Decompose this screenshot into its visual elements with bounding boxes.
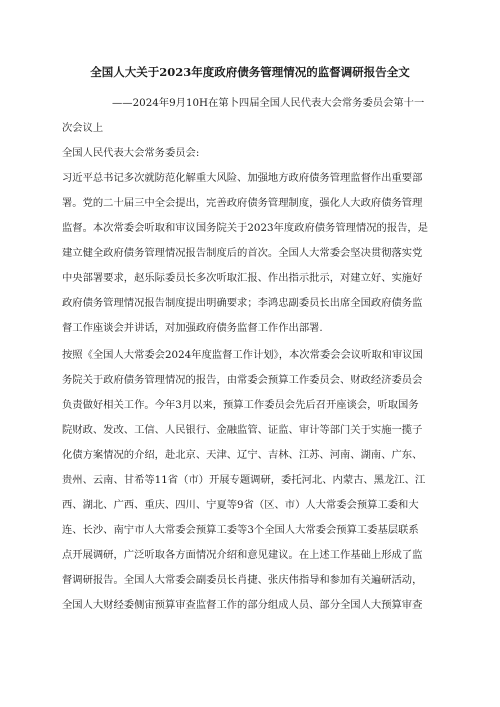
paragraph-line: 负责做好相关工作。今年3月以来，预算工作委员会先后召开座谈会，听取国务 (62, 399, 419, 411)
paragraph-line: 按照《全国人大常委会2024年度监督工作计划》，本次常委会会议听取和审议国 (62, 349, 423, 361)
paragraph-line: 监督。本次常委会听取和审议国务院关于2023年度政府债务管理情况的报告，是 (62, 222, 429, 234)
paragraph-line: 习近平总书记多次就防范化解重大风险、加强地方政府债务管理监督作出重要部 (62, 172, 423, 184)
paragraph-line: 全国人大财经委侧宙预算审查监督工作的部分组成人员、部分全国人大预算审查 (62, 599, 423, 611)
paragraph-line: 督工作座谈会并讲话，对加强政府债务监督工作作出部署. (62, 322, 323, 334)
document-title: 全国人大关于2023年度政府债务管理情况的监督调研报告全文 (90, 65, 410, 79)
paragraph-line: 贵州、云南、甘希等11省（市）开展专题调研，委托河北、内蒙古、黑龙江、江 (62, 474, 426, 486)
paragraph-line: 督调研报告。全国人大常委会副委员长肖捷、张庆伟指导和参加有关遍研活动， (62, 574, 423, 586)
paragraph-line: 建立健全政府债务管理情况报告制度后的首次。全国人大常委会坚决贯彻落实党 (62, 247, 423, 259)
salutation: 全国人民代表大会常务委员会: (62, 147, 200, 159)
paragraph-line: 署。党的二十届三中全会提出，完善政府债务管理制度，强化人大政府债务管理 (62, 197, 423, 209)
paragraph-line: 连、长沙、南宁市人大常委会预算工委等3个全国人大常委会预算工委基层联系 (62, 524, 419, 536)
subtitle-line: 次会议上 (62, 122, 104, 134)
paragraph-line: 中央部署要求，赵乐际委员长多次听取汇报、作出指示批示，对建立好、实施好 (62, 272, 423, 284)
paragraph-line: 西、湖北、广西、重庆、四川、宁夏等9省（区、市）人大常委会预算工委和大 (62, 499, 419, 511)
paragraph-line: 化债方案情况的介绍，赴北京、天津、辽宁、吉林、江苏、河南、湖南、广东、 (62, 449, 423, 461)
paragraph-line: 务院关于政府债务管理情况的报告，由常委会预算工作委员会、财政经济委员会 (62, 374, 423, 386)
paragraph-line: 院财政、发改、工信、人民银行、金融监管、证监、审计等部门关于实施一揽子 (62, 424, 423, 436)
paragraph-line: 点开展调研，广泛听取各方面情况介绍和意见建议。在上述工作基础上形成了监 (62, 549, 423, 561)
subtitle-line: ——2024年9月10H在第卜四届全国人民代表大会常务委员会第十一 (112, 97, 425, 109)
paragraph-line: 政府债务管理情况报告制度提出明确要求；李鸿忠副委员长出席全国政府债务监 (62, 297, 423, 309)
